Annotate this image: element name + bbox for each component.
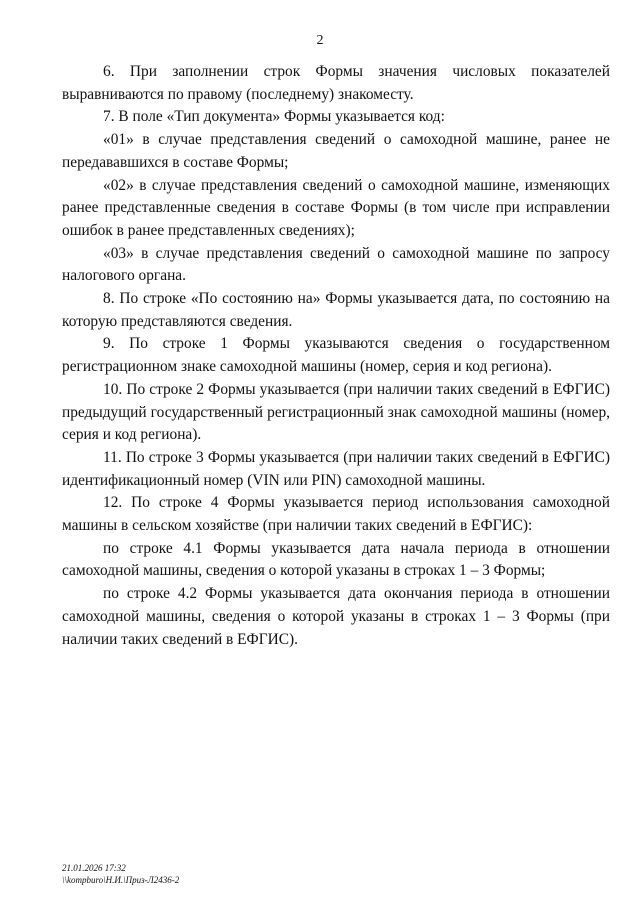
paragraph-line-4-1: по строке 4.1 Формы указывается дата начала периода в отношении самоходной машины, сведения о которой указаны в строках 1 – 3 Формы; xyxy=(62,539,610,580)
document-footer xyxy=(62,862,179,886)
footer-file-path: \\kompburo\Н.И.\Приз-Л2436-2 xyxy=(62,875,180,885)
page-number: 2 xyxy=(316,33,324,48)
paragraph-line-4-2: по строке 4.2 Формы указывается дата окончания периода в отношении самоходной машины, сведения о которой указаны в строках 1 – 3 Формы (при наличии таких сведений в ЕФГИС). xyxy=(62,585,610,648)
paragraph-item-7: 7. В поле «Тип документа» Формы указывается код: xyxy=(103,108,445,126)
paragraph-item-12: 12. По строке 4 Формы указывается период использования самоходной машины в сельском хозяйстве (при наличии таких сведений в ЕФГИС): xyxy=(62,494,610,535)
paragraph-code-02: «02» в случае представления сведений о самоходной машине, изменяющих ранее представленные сведения в составе Формы (в том числе при исправлении ошибок в ранее представленных сведениях); xyxy=(62,176,610,239)
paragraph-item-11: 11. По строке 3 Формы указывается (при наличии таких сведений в ЕФГИС) идентификационный номер (VIN или PIN) самоходной машины. xyxy=(62,448,610,489)
paragraph-code-03: «03» в случае представления сведений о самоходной машине по запросу налогового органа. xyxy=(62,244,610,285)
document-body xyxy=(62,61,610,651)
footer-date: 21.01.2026 17:32 xyxy=(62,863,126,873)
paragraph-item-8: 8. По строке «По состоянию на» Формы указывается дата, по состоянию на которую представляются сведения. xyxy=(62,290,610,330)
paragraph-item-9: 9. По строке 1 Формы указываются сведения о государственном регистрационном знаке самоходной машины (номер, серия и код региона). xyxy=(62,335,610,376)
paragraph-item-6: 6. При заполнении строк Формы значения числовых показателей выравниваются по правому (последнему) знакоместу. xyxy=(62,63,610,103)
paragraph-code-01: «01» в случае представления сведений о самоходной машине, ранее не передававшихся в составе Формы; xyxy=(62,131,610,171)
paragraph-item-10: 10. По строке 2 Формы указывается (при наличии таких сведений в ЕФГИС) предыдущий государственный регистрационный знак самоходной машины (номер, серия и код региона). xyxy=(62,380,610,444)
